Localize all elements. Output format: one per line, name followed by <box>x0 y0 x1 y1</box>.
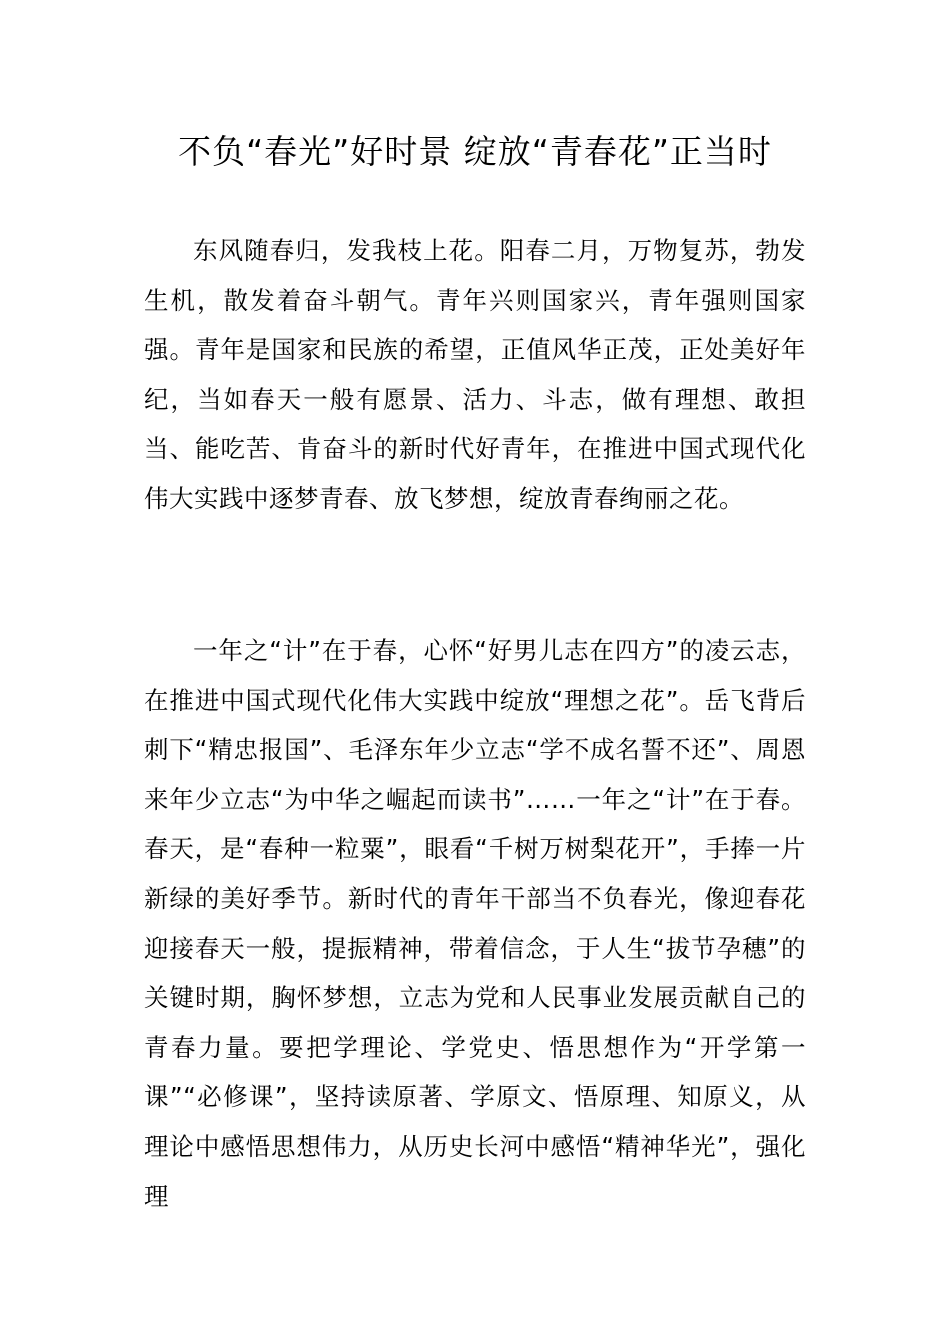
paragraph-1: 东风随春归，发我枝上花。阳春二月，万物复苏，勃发生机，散发着奋斗朝气。青年兴则国家兴，青年强则国家强。青年是国家和民族的希望，正值风华正茂，正处美好年纪，当如春天一般有愿景、活力、斗志，做有理想、敢担当、能吃苦、肯奋斗的新时代好青年，在推进中国式现代化伟大实践中逐梦青春、放飞梦想，绽放青春绚丽之花。 <box>144 236 806 513</box>
document-title: 不负“春光”好时景 绽放“青春花”正当时 <box>178 132 772 171</box>
paragraph-2: 一年之“计”在于春，心怀“好男儿志在四方”的凌云志，在推进中国式现代化伟大实践中绽放“理想之花”。岳飞背后刺下“精忠报国”、毛泽东年少立志“学不成名誓不还”、周恩来年少立志“为中华之崛起而读书”……一年之“计”在于春。春天，是“春种一粒粟”，眼看“千树万树梨花开”，手捧一片新绿的美好季节。新时代的青年干部当不负春光，像迎春花迎接春天一般，提振精神，带着信念，于人生“拔节孕穗”的关键时期，胸怀梦想，立志为党和人民事业发展贡献自己的青春力量。要把学理论、学党史、悟思想作为“开学第一课”“必修课”，坚持读原著、学原文、悟原理、知原义，从理论中感悟思想伟力，从历史长河中感悟“精神华光”，强化理 <box>144 636 806 1211</box>
